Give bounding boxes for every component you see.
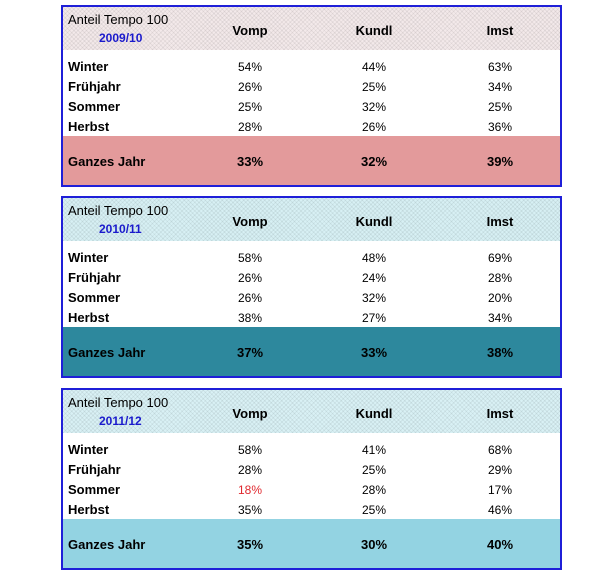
row-label: Herbst [68, 502, 110, 517]
cell-value: 32% [361, 100, 387, 114]
column-header-kundl: Kundl [355, 23, 393, 38]
total-label: Ganzes Jahr [68, 537, 146, 552]
column-header-imst: Imst [486, 214, 514, 229]
cell-value: 41% [361, 443, 387, 457]
table-row [63, 459, 560, 479]
table-row [63, 267, 560, 287]
total-value: 38% [486, 345, 514, 360]
cell-value: 58% [237, 251, 263, 265]
table-row [63, 287, 560, 307]
cell-value: 34% [487, 311, 513, 325]
total-value: 37% [236, 345, 264, 360]
table-row [63, 439, 560, 459]
row-label: Sommer [68, 99, 121, 114]
cell-value: 34% [487, 80, 513, 94]
cell-value: 17% [487, 483, 513, 497]
cell-value: 26% [237, 271, 263, 285]
total-value: 39% [486, 154, 514, 169]
cell-value: 25% [361, 463, 387, 477]
table-2010-11 [61, 196, 562, 378]
row-label: Herbst [68, 310, 110, 325]
row-label: Winter [68, 442, 109, 457]
table-2011-12 [61, 388, 562, 570]
table-row [63, 116, 560, 136]
cell-value: 46% [487, 503, 513, 517]
cell-value: 54% [237, 60, 263, 74]
total-row [63, 327, 560, 376]
cell-value: 58% [237, 443, 263, 457]
table-header [63, 198, 560, 241]
cell-value-highlighted: 18% [237, 483, 263, 497]
row-label: Herbst [68, 119, 110, 134]
table-row [63, 56, 560, 76]
column-header-imst: Imst [486, 406, 514, 421]
table-title: Anteil Tempo 100 [68, 203, 169, 218]
column-header-vomp: Vomp [232, 214, 268, 229]
row-label: Frühjahr [68, 270, 121, 285]
cell-value: 26% [237, 80, 263, 94]
total-row [63, 136, 560, 185]
row-label: Winter [68, 250, 109, 265]
cell-value: 28% [237, 120, 263, 134]
cell-value: 25% [237, 100, 263, 114]
cell-value: 63% [487, 60, 513, 74]
total-row [63, 519, 560, 568]
table-row [63, 307, 560, 327]
cell-value: 48% [361, 251, 387, 265]
cell-value: 69% [487, 251, 513, 265]
cell-value: 44% [361, 60, 387, 74]
cell-value: 20% [487, 291, 513, 305]
total-value: 35% [236, 537, 264, 552]
table-title: Anteil Tempo 100 [68, 12, 169, 27]
season-year: 2009/10 [99, 31, 143, 45]
cell-value: 29% [487, 463, 513, 477]
total-value: 33% [236, 154, 264, 169]
cell-value: 35% [237, 503, 263, 517]
row-label: Frühjahr [68, 79, 121, 94]
cell-value: 38% [237, 311, 263, 325]
cell-value: 26% [237, 291, 263, 305]
cell-value: 27% [361, 311, 387, 325]
column-header-imst: Imst [486, 23, 514, 38]
cell-value: 28% [361, 483, 387, 497]
row-label: Sommer [68, 482, 121, 497]
column-header-kundl: Kundl [355, 214, 393, 229]
season-year: 2010/11 [99, 222, 142, 236]
total-label: Ganzes Jahr [68, 345, 146, 360]
cell-value: 68% [487, 443, 513, 457]
total-value: 33% [360, 345, 388, 360]
cell-value: 25% [487, 100, 513, 114]
total-label: Ganzes Jahr [68, 154, 146, 169]
table-row [63, 499, 560, 519]
row-label: Sommer [68, 290, 121, 305]
cell-value: 25% [361, 80, 387, 94]
cell-value: 28% [237, 463, 263, 477]
cell-value: 25% [361, 503, 387, 517]
table-header [63, 7, 560, 50]
table-header [63, 390, 560, 433]
table-2009-10 [61, 5, 562, 187]
cell-value: 36% [487, 120, 513, 134]
cell-value: 26% [361, 120, 387, 134]
table-row [63, 96, 560, 116]
table-row [63, 479, 560, 499]
cell-value: 32% [361, 291, 387, 305]
cell-value: 28% [487, 271, 513, 285]
total-value: 40% [486, 537, 514, 552]
season-year: 2011/12 [99, 414, 142, 428]
column-header-vomp: Vomp [232, 23, 268, 38]
table-title: Anteil Tempo 100 [68, 395, 169, 410]
row-label: Winter [68, 59, 109, 74]
table-row [63, 76, 560, 96]
column-header-vomp: Vomp [232, 406, 268, 421]
table-row [63, 247, 560, 267]
total-value: 30% [360, 537, 388, 552]
row-label: Frühjahr [68, 462, 121, 477]
cell-value: 24% [361, 271, 387, 285]
column-header-kundl: Kundl [355, 406, 393, 421]
total-value: 32% [360, 154, 388, 169]
